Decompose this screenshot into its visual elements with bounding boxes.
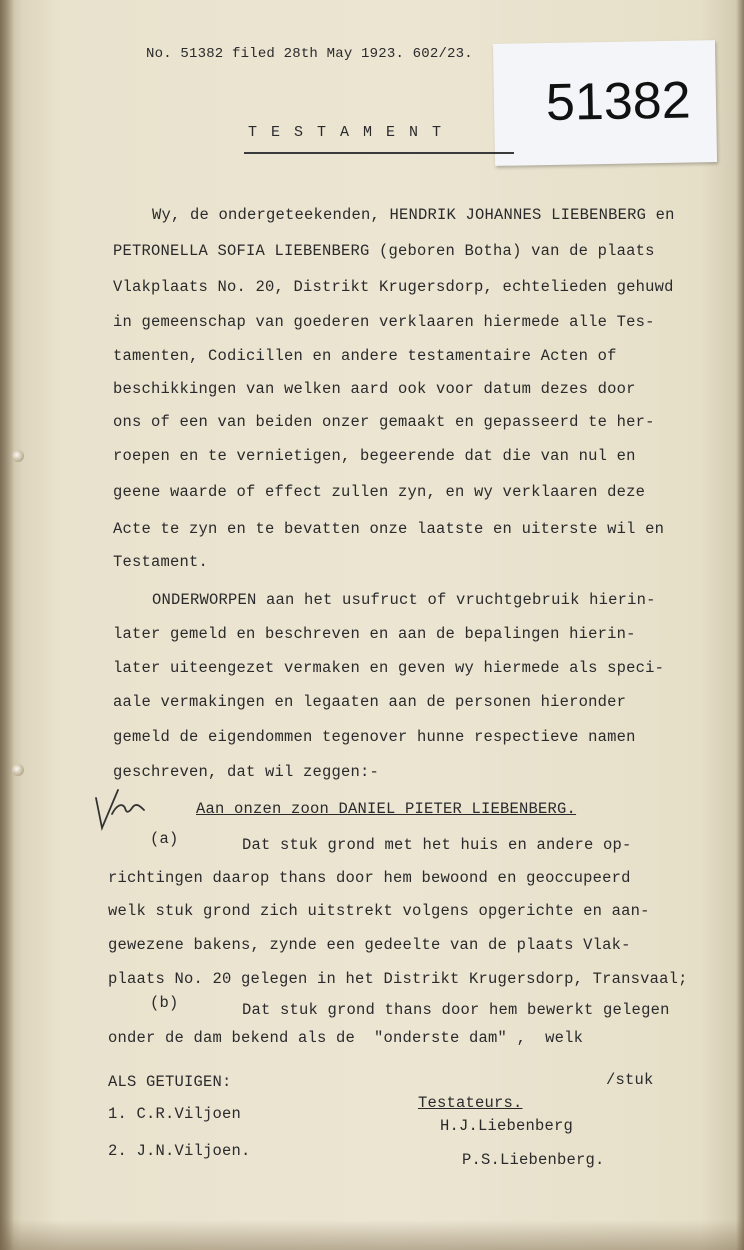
page-edge-bottom: [0, 1220, 744, 1250]
text-line: later gemeld en beschreven en aan de bepalingen hierin-: [113, 625, 636, 643]
text-line: gemeld de eigendommen tegenover hunne respectieve namen: [113, 728, 636, 746]
continuation-marker: /stuk: [606, 1071, 654, 1089]
bequest-heading-son: Aan onzen zoon DANIEL PIETER LIEBENBERG.: [196, 800, 577, 818]
text-line: ONDERWORPEN aan het usufruct of vruchtgebruik hierin-: [152, 591, 656, 609]
text-line: gewezene bakens, zynde een gedeelte van de plaats Vlak-: [108, 936, 631, 954]
text-line: Dat stuk grond thans door hem bewerkt gelegen: [242, 1001, 670, 1019]
text-line: Vlakplaats No. 20, Distrikt Krugersdorp, echtelieden gehuwd: [113, 278, 674, 296]
page-edge-right: [736, 0, 744, 1250]
clause-label: (b): [150, 994, 179, 1012]
text-line: Testament.: [113, 553, 209, 571]
text-line: richtingen daarop thans door hem bewoond en geoccupeerd: [108, 869, 631, 887]
text-line: geschreven, dat wil zeggen:-: [113, 763, 380, 781]
witnesses-heading: ALS GETUIGEN:: [108, 1073, 232, 1091]
punch-hole-lower: [12, 764, 24, 776]
witness-entry: 1. C.R.Viljoen: [108, 1105, 242, 1123]
text-line: ons of een van beiden onzer gemaakt en gepasseerd te her-: [113, 413, 655, 431]
witness-entry: 2. J.N.Viljoen.: [108, 1142, 251, 1160]
text-line: in gemeenschap van goederen verklaaren hiermede alle Tes-: [113, 313, 655, 331]
testators-heading: Testateurs.: [418, 1094, 523, 1112]
text-line: aale vermakingen en legaaten aan de personen hieronder: [113, 693, 627, 711]
testator-entry: P.S.Liebenberg.: [462, 1151, 605, 1169]
text-line: welk stuk grond zich uitstrekt volgens opgerichte en aan-: [108, 902, 650, 920]
document-title: TESTAMENT: [248, 124, 456, 141]
file-note: No. 51382 filed 28th May 1923. 602/23.: [146, 46, 473, 62]
text-line: beschikkingen van welken aard ook voor datum dezes door: [113, 380, 636, 398]
file-number-sticker: [493, 40, 717, 166]
text-line: Acte te zyn en te bevatten onze laatste en uiterste wil en: [113, 520, 665, 538]
text-line: tamenten, Codicillen en andere testamentaire Acten of: [113, 347, 617, 365]
text-line: Dat stuk grond met het huis en andere op-: [242, 836, 632, 854]
handwritten-initials-mark: [92, 784, 154, 832]
text-line: geene waarde of effect zullen zyn, en wy verklaaren deze: [113, 483, 646, 501]
punch-hole-upper: [12, 450, 24, 462]
text-line: plaats No. 20 gelegen in het Distrikt Krugersdorp, Transvaal;: [108, 970, 688, 988]
clause-label: (a): [150, 830, 179, 848]
text-line: onder de dam bekend als de "onderste dam" , welk: [108, 1029, 584, 1047]
testator-entry: H.J.Liebenberg: [440, 1117, 574, 1135]
text-line: later uiteengezet vermaken en geven wy hiermede als speci-: [113, 659, 665, 677]
sticker-number: 51382: [545, 71, 692, 133]
title-underline: [244, 152, 514, 154]
text-line: PETRONELLA SOFIA LIEBENBERG (geboren Botha) van de plaats: [113, 242, 655, 260]
text-line: Wy, de ondergeteekenden, HENDRIK JOHANNES LIEBENBERG en: [152, 206, 675, 224]
text-line: roepen en te vernietigen, begeerende dat die van nul en: [113, 447, 636, 465]
page-edge-shadow: [0, 0, 14, 1250]
